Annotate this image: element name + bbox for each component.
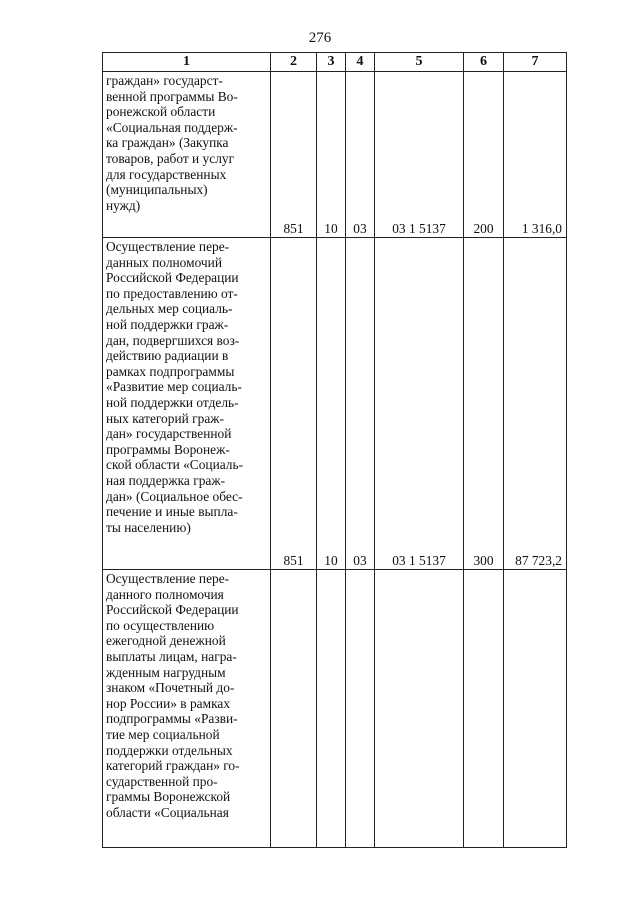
row-description: Осуществление пере- данных полномочий Российской Федерации по предоставлению от- дельных мер социаль- ной поддержки граж- дан, подвергшихся воз- действию радиации в рамках подпрограммы «Развитие мер социаль- ной поддержки отдель- ных категорий граж- дан» государственной программы Воронеж- ской области «Социаль- ная поддержка граж- дан» (Социальное обес- печение и иные выпла- ты населению) — [103, 238, 271, 570]
row-col2 — [271, 570, 317, 848]
header-cell-1: 1 — [103, 53, 271, 72]
row-col2: 851 — [271, 238, 317, 570]
row-col6: 200 — [464, 72, 504, 238]
row-col2: 851 — [271, 72, 317, 238]
row-col7: 1 316,0 — [504, 72, 567, 238]
table-row — [103, 570, 567, 848]
row-description: Осуществление пере- данного полномочия Российской Федерации по осуществлению ежегодной денежной выплаты лицам, награ- жденным нагрудным знаком «Почетный до- нор России» в рамках подпрограммы «Разви- тие мер социальной поддержки отдельных категорий граждан» го- сударственной про- граммы Воронежской области «Социальная — [103, 570, 271, 848]
row-col3 — [317, 570, 346, 848]
row-col3: 10 — [317, 72, 346, 238]
table-row — [103, 238, 567, 570]
row-col6: 300 — [464, 238, 504, 570]
header-cell-5: 5 — [375, 53, 464, 72]
row-col5: 03 1 5137 — [375, 72, 464, 238]
row-col6 — [464, 570, 504, 848]
header-cell-2: 2 — [271, 53, 317, 72]
row-col7: 87 723,2 — [504, 238, 567, 570]
header-cell-3: 3 — [317, 53, 346, 72]
row-col3: 10 — [317, 238, 346, 570]
row-col4: 03 — [346, 238, 375, 570]
budget-table — [102, 52, 567, 848]
row-col5: 03 1 5137 — [375, 238, 464, 570]
header-cell-4: 4 — [346, 53, 375, 72]
row-col7 — [504, 570, 567, 848]
header-cell-7: 7 — [504, 53, 567, 72]
header-cell-6: 6 — [464, 53, 504, 72]
row-col4: 03 — [346, 72, 375, 238]
header-row — [103, 53, 567, 72]
row-description: граждан» государст- венной программы Во- ронежской области «Социальная поддерж- ка граждан» (Закупка товаров, работ и услуг для государственных (муниципальных) нужд) — [103, 72, 271, 238]
row-col5 — [375, 570, 464, 848]
page-number: 276 — [308, 30, 332, 46]
table-row — [103, 72, 567, 238]
row-col4 — [346, 570, 375, 848]
